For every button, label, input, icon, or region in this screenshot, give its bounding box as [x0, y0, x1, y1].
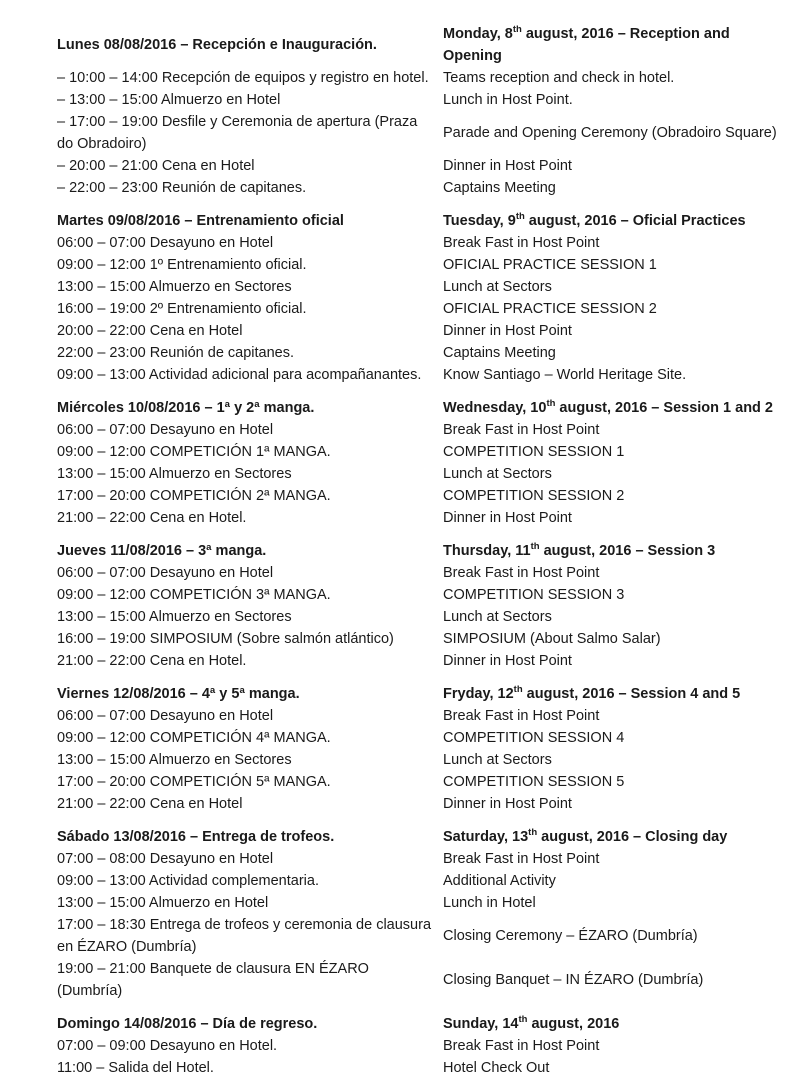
day-title-en-rest: august, 2016 – Closing day — [537, 829, 728, 845]
day-title-en-rest: august, 2016 – Session 1 and 2 — [555, 400, 773, 416]
day-title-en-rest: august, 2016 – Reception and Opening — [443, 26, 730, 64]
day-title-en-text: Fryday, 12 — [443, 686, 514, 702]
event-text-en: OFICIAL PRACTICE SESSION 1 — [443, 257, 657, 273]
event-text-es: 07:00 – 09:00 Desayuno en Hotel. — [57, 1038, 278, 1054]
event-text-es: 17:00 – 18:30 Entrega de trofeos y ceremonia de clausura en ÉZARO (Dumbría) — [57, 917, 432, 955]
event-text-es: 22:00 – 23:00 Reunión de capitanes. — [57, 345, 295, 361]
day-title-en-rest: august, 2016 – Oficial Practices — [524, 213, 746, 229]
day-title-en-text: Wednesday, 10 — [443, 400, 547, 416]
day-heading-row — [57, 397, 787, 419]
day-heading-row — [57, 1013, 787, 1035]
day-title-en — [443, 210, 787, 232]
day-title-en-text: Thursday, 11 — [443, 543, 531, 559]
event-text-es: 09:00 – 12:00 COMPETICIÓN 1ª MANGA. — [57, 444, 331, 460]
event-text-en: Lunch at Sectors — [443, 752, 552, 768]
event-text-es: 16:00 – 19:00 SIMPOSIUM (Sobre salmón atlántico) — [57, 631, 394, 647]
event-text-es: 09:00 – 13:00 Actividad complementaria. — [57, 873, 319, 889]
day-title-en-rest: august, 2016 – Session 3 — [539, 543, 716, 559]
day-title-en-rest: august, 2016 — [527, 1016, 620, 1032]
event-text-en: Break Fast in Host Point — [443, 851, 600, 867]
event-text-en: Parade and Opening Ceremony (Obradoiro Square) — [443, 125, 777, 141]
event-text-en: Know Santiago – World Heritage Site. — [443, 367, 687, 383]
event-text-es: 17:00 – 20:00 COMPETICIÓN 5ª MANGA. — [57, 774, 331, 790]
event-text-es: 20:00 – 22:00 Cena en Hotel — [57, 323, 243, 339]
day-title-en — [443, 683, 787, 705]
day-heading-row — [57, 826, 787, 848]
schedule-row — [57, 848, 787, 870]
event-text-en: COMPETITION SESSION 2 — [443, 488, 625, 504]
event-text-en: Dinner in Host Point — [443, 510, 572, 526]
event-text-en: Teams reception and check in hotel. — [443, 70, 675, 86]
day-title-es: Lunes 08/08/2016 – Recepción e Inauguración. — [57, 37, 377, 53]
ordinal-suffix: th — [530, 541, 540, 553]
event-text-en: Break Fast in Host Point — [443, 235, 600, 251]
schedule-row — [57, 67, 787, 89]
event-text-en: Hotel Check Out — [443, 1060, 550, 1076]
schedule-row — [57, 89, 787, 111]
schedule-row — [57, 705, 787, 727]
event-text-es: 09:00 – 12:00 COMPETICIÓN 3ª MANGA. — [57, 587, 331, 603]
schedule-row — [57, 562, 787, 584]
event-text-en: COMPETITION SESSION 3 — [443, 587, 625, 603]
day-title-en-text: Monday, 8 — [443, 26, 513, 42]
event-text-es: 19:00 – 21:00 Banquete de clausura EN ÉZARO (Dumbría) — [57, 961, 369, 999]
day-title-es: Viernes 12/08/2016 – 4ª y 5ª manga. — [57, 686, 300, 702]
event-text-en: Dinner in Host Point — [443, 158, 572, 174]
ordinal-suffix: th — [515, 211, 525, 223]
day-title-es: Domingo 14/08/2016 – Día de regreso. — [57, 1016, 318, 1032]
schedule-content — [57, 23, 787, 1079]
event-text-es: 13:00 – 15:00 Almuerzo en Sectores — [57, 752, 292, 768]
ordinal-suffix: th — [512, 24, 522, 36]
day-section — [57, 210, 787, 386]
schedule-row — [57, 749, 787, 771]
event-text-en: Lunch at Sectors — [443, 609, 552, 625]
day-section — [57, 397, 787, 529]
day-title-en-text: Saturday, 13 — [443, 829, 529, 845]
event-text-en: Lunch in Host Point. — [443, 92, 573, 108]
day-section — [57, 1013, 787, 1079]
day-heading-row — [57, 683, 787, 705]
event-text-es: 17:00 – 20:00 COMPETICIÓN 2ª MANGA. — [57, 488, 331, 504]
event-text-es: 21:00 – 22:00 Cena en Hotel. — [57, 653, 247, 669]
event-text-en: COMPETITION SESSION 5 — [443, 774, 625, 790]
day-title-en — [443, 397, 787, 419]
schedule-row — [57, 298, 787, 320]
schedule-row — [57, 1035, 787, 1057]
schedule-row — [57, 507, 787, 529]
day-section — [57, 23, 787, 199]
event-text-es: 09:00 – 12:00 1º Entrenamiento oficial. — [57, 257, 307, 273]
day-title-en — [443, 23, 787, 67]
event-text-en: OFICIAL PRACTICE SESSION 2 — [443, 301, 657, 317]
schedule-row — [57, 650, 787, 672]
schedule-row — [57, 254, 787, 276]
event-text-es: 13:00 – 15:00 Almuerzo en Hotel — [57, 895, 269, 911]
event-text-es: – 13:00 – 15:00 Almuerzo en Hotel — [57, 92, 281, 108]
schedule-row — [57, 485, 787, 507]
event-text-en: Additional Activity — [443, 873, 556, 889]
day-title-en — [443, 540, 787, 562]
event-text-en: Closing Banquet – IN ÉZARO (Dumbría) — [443, 972, 704, 988]
schedule-row — [57, 177, 787, 199]
event-text-es: 13:00 – 15:00 Almuerzo en Sectores — [57, 279, 292, 295]
event-text-en: Dinner in Host Point — [443, 796, 572, 812]
event-text-es: 06:00 – 07:00 Desayuno en Hotel — [57, 565, 274, 581]
day-section — [57, 540, 787, 672]
event-text-en: Break Fast in Host Point — [443, 1038, 600, 1054]
day-title-es: Martes 09/08/2016 – Entrenamiento oficial — [57, 213, 344, 229]
day-section — [57, 683, 787, 815]
event-text-es: – 22:00 – 23:00 Reunión de capitanes. — [57, 180, 307, 196]
event-text-es: 09:00 – 13:00 Actividad adicional para acompañanantes. — [57, 367, 422, 383]
day-heading-row — [57, 23, 787, 67]
schedule-row — [57, 606, 787, 628]
schedule-row — [57, 892, 787, 914]
schedule-row — [57, 584, 787, 606]
event-text-en: Lunch at Sectors — [443, 466, 552, 482]
schedule-row — [57, 1057, 787, 1079]
event-text-en: Lunch at Sectors — [443, 279, 552, 295]
schedule-row — [57, 111, 787, 155]
day-title-es: Miércoles 10/08/2016 – 1ª y 2ª manga. — [57, 400, 315, 416]
event-text-es: 09:00 – 12:00 COMPETICIÓN 4ª MANGA. — [57, 730, 331, 746]
event-text-en: Dinner in Host Point — [443, 653, 572, 669]
event-text-en: Break Fast in Host Point — [443, 708, 600, 724]
event-text-es: 11:00 – Salida del Hotel. — [57, 1060, 214, 1076]
event-text-en: Break Fast in Host Point — [443, 565, 600, 581]
day-title-en-text: Tuesday, 9 — [443, 213, 516, 229]
day-title-es: Sábado 13/08/2016 – Entrega de trofeos. — [57, 829, 335, 845]
schedule-row — [57, 419, 787, 441]
schedule-row — [57, 155, 787, 177]
schedule-row — [57, 727, 787, 749]
event-text-es: 07:00 – 08:00 Desayuno en Hotel — [57, 851, 274, 867]
event-text-en: Captains Meeting — [443, 345, 556, 361]
event-text-en: Break Fast in Host Point — [443, 422, 600, 438]
event-text-en: Lunch in Hotel — [443, 895, 536, 911]
event-text-en: SIMPOSIUM (About Salmo Salar) — [443, 631, 661, 647]
event-text-es: 21:00 – 22:00 Cena en Hotel. — [57, 510, 247, 526]
day-title-en-text: Sunday, 14 — [443, 1016, 519, 1032]
event-text-es: 06:00 – 07:00 Desayuno en Hotel — [57, 235, 274, 251]
day-title-en — [443, 826, 787, 848]
schedule-row — [57, 870, 787, 892]
schedule-row — [57, 320, 787, 342]
event-text-es: 16:00 – 19:00 2º Entrenamiento oficial. — [57, 301, 307, 317]
ordinal-suffix: th — [546, 398, 556, 410]
day-title-en — [443, 1013, 787, 1035]
event-text-es: 13:00 – 15:00 Almuerzo en Sectores — [57, 466, 292, 482]
day-section — [57, 826, 787, 1002]
event-text-es: 13:00 – 15:00 Almuerzo en Sectores — [57, 609, 292, 625]
event-text-es: – 17:00 – 19:00 Desfile y Ceremonia de apertura (Praza do Obradoiro) — [57, 114, 418, 152]
event-text-es: – 20:00 – 21:00 Cena en Hotel — [57, 158, 255, 174]
schedule-row — [57, 628, 787, 650]
schedule-row — [57, 914, 787, 958]
ordinal-suffix: th — [513, 684, 523, 696]
ordinal-suffix: th — [518, 1014, 528, 1026]
schedule-row — [57, 232, 787, 254]
event-text-en: Dinner in Host Point — [443, 323, 572, 339]
event-text-es: – 10:00 – 14:00 Recepción de equipos y registro en hotel. — [57, 70, 429, 86]
event-text-en: Closing Ceremony – ÉZARO (Dumbría) — [443, 928, 698, 944]
event-text-es: 06:00 – 07:00 Desayuno en Hotel — [57, 708, 274, 724]
day-title-en-rest: august, 2016 – Session 4 and 5 — [522, 686, 741, 702]
event-text-en: Captains Meeting — [443, 180, 556, 196]
event-text-es: 06:00 – 07:00 Desayuno en Hotel — [57, 422, 274, 438]
schedule-row — [57, 958, 787, 1002]
event-text-en: COMPETITION SESSION 1 — [443, 444, 625, 460]
schedule-row — [57, 771, 787, 793]
ordinal-suffix: th — [528, 827, 538, 839]
day-heading-row — [57, 540, 787, 562]
schedule-row — [57, 364, 787, 386]
schedule-row — [57, 441, 787, 463]
schedule-row — [57, 342, 787, 364]
day-heading-row — [57, 210, 787, 232]
day-title-es: Jueves 11/08/2016 – 3ª manga. — [57, 543, 267, 559]
schedule-row — [57, 793, 787, 815]
event-text-es: 21:00 – 22:00 Cena en Hotel — [57, 796, 243, 812]
schedule-row — [57, 463, 787, 485]
event-text-en: COMPETITION SESSION 4 — [443, 730, 625, 746]
schedule-row — [57, 276, 787, 298]
